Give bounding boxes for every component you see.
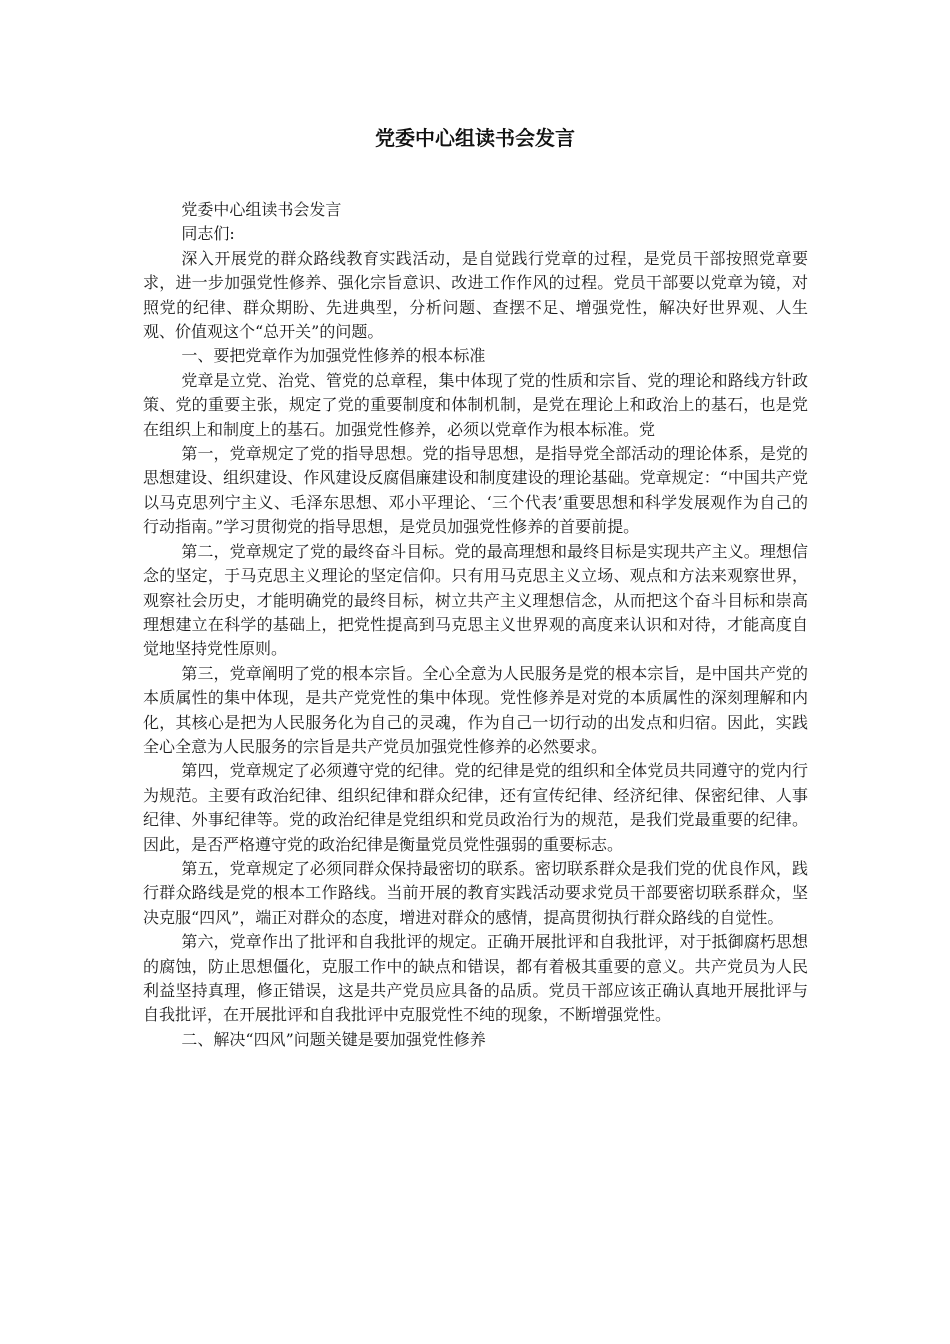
paragraph-fourth: 第四，党章规定了必须遵守党的纪律。党的纪律是党的组织和全体党员共同遵守的党内行为规范。主要有政治纪律、组织纪律和群众纪律，还有宣传纪律、经济纪律、保密纪律、人事纪律、外事纪律等。党的政治纪律是党组织和党员政治行为的规范，是我们党最重要的纪律。因此，是否严格遵守党的政治纪律是衡量党员党性强弱的重要标志。 xyxy=(143,761,808,854)
paragraph-sixth: 第六，党章作出了批评和自我批评的规定。正确开展批评和自我批评，对于抵御腐朽思想的腐蚀，防止思想僵化，克服工作中的缺点和错误，都有着极其重要的意义。共产党员为人民利益坚持真理，修正错误，这是共产党员应具备的品质。党员干部应该正确认真地开展批评与自我批评，在开展批评和自我批评中克服党性不纯的现象，不断增强党性。 xyxy=(143,932,808,1025)
paragraph-intro: 深入开展党的群众路线教育实践活动，是自觉践行党章的过程，是党员干部按照党章要求，进一步加强党性修养、强化宗旨意识、改进工作作风的过程。党员干部要以党章为镜，对照党的纪律、群众期盼、先进典型，分析问题、查摆不足、增强党性，解决好世界观、人生观、价值观这个“总开关”的问题。 xyxy=(143,248,808,342)
paragraph-third: 第三，党章阐明了党的根本宗旨。全心全意为人民服务是党的根本宗旨，是中国共产党的本质属性的集中体现，是共产党党性的集中体现。党性修养是对党的本质属性的深刻理解和内化，其核心是把为人民服务化为自己的灵魂，作为自己一切行动的出发点和归宿。因此，实践全心全意为人民服务的宗旨是共产党员加强党性修养的必然要求。 xyxy=(143,663,808,756)
paragraph-heading-repeat: 党委中心组读书会发言 xyxy=(181,200,342,219)
document-body xyxy=(143,198,808,1052)
paragraph-second: 第二，党章规定了党的最终奋斗目标。党的最高理想和最终目标是实现共产主义。理想信念的坚定，于马克思主义理论的坚定信仰。只有用马克思主义立场、观点和方法来观察世界，观察社会历史，才能明确党的最终目标，树立共产主义理想信念，从而把这个奋斗目标和崇高理想建立在科学的基础上，把党性提高到马克思主义世界观的高度来认识和对待，才能高度自觉地坚持党性原则。 xyxy=(143,541,808,659)
section-heading-1: 一、要把党章作为加强党性修养的根本标准 xyxy=(181,346,486,366)
document-title: 党委中心组读书会发言 xyxy=(375,126,575,150)
section-heading-2: 二、解决“四风”问题关键是要加强党性修养 xyxy=(181,1029,486,1049)
paragraph-party-constitution: 党章是立党、治党、管党的总章程，集中体现了党的性质和宗旨、党的理论和路线方针政策、党的重要主张，规定了党的重要制度和体制机制，是党在理论上和政治上的基石，也是党在组织上和制度上的基石。加强党性修养，必须以党章作为根本标准。党 xyxy=(143,370,808,439)
paragraph-fifth: 第五，党章规定了必须同群众保持最密切的联系。密切联系群众是我们党的优良作风，践行群众路线是党的根本工作路线。当前开展的教育实践活动要求党员干部要密切联系群众，坚决克服“四风”，端正对群众的态度，增进对群众的感情，提高贯彻执行群众路线的自觉性。 xyxy=(143,858,808,927)
paragraph-salutation: 同志们: xyxy=(181,224,235,244)
paragraph-first: 第一，党章规定了党的指导思想。党的指导思想，是指导党全部活动的理论体系，是党的思想建设、组织建设、作风建设反腐倡廉建设和制度建设的理论基础。党章规定：“中国共产党以马克思列宁主义、毛泽东思想、邓小平理论、‘三个代表’重要思想和科学发展观作为自己的行动指南。”学习贯彻党的指导思想，是党员加强党性修养的首要前提。 xyxy=(143,444,808,537)
